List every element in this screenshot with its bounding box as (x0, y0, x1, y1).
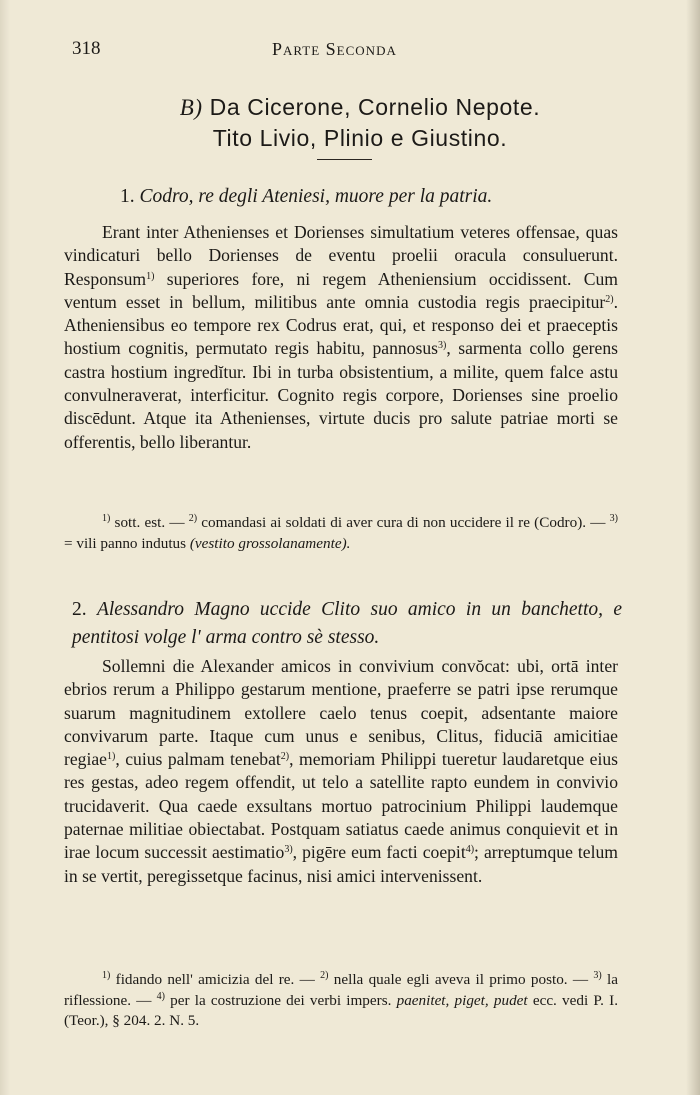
footnote-text: nella quale egli aveva il primo posto. — (328, 971, 594, 988)
passage1-heading (120, 186, 492, 208)
passage2-text (64, 655, 618, 888)
footnote-text: sott. est. — (110, 514, 189, 531)
passage2-text-d: , pigēre eum facti coepit (292, 842, 466, 863)
page-gutter-shadow (0, 0, 10, 1095)
section-title-line2: Tito Livio, Plinio e Giustino. (212, 125, 508, 151)
passage2-heading (72, 596, 622, 652)
passage2-title: Alessandro Magno uccide Clito suo amico in un banchetto, e pentitosi volge l' arma contro sè stesso. (72, 599, 623, 648)
footnote-ref: 2) (280, 751, 290, 763)
passage1-text (64, 221, 618, 454)
footnote-text: = vili panno indutus (64, 534, 190, 552)
section-letter: B) (179, 95, 203, 120)
footnote-mark: 2) (188, 513, 198, 524)
passage1-text-b: superiores fore, ni regem Atheniensium occidissent. Cum ventum esset in bellum, militibus ante omnia custodia regis praecipitur (64, 268, 618, 312)
footnote-mark: 4) (156, 990, 165, 1002)
passage2-number: 2. (72, 599, 87, 620)
passage2-paragraph (64, 655, 618, 888)
footnote-ref: 1) (106, 751, 116, 763)
passage1-footnotes (64, 513, 618, 554)
footnote-italic: paenitet, piget, pudet (396, 991, 528, 1009)
running-title: Parte Seconda (272, 39, 397, 59)
passage2-text-c: , memoriam Philippi tueretur laudaretque eius res gestas, adeo regem offendit, ut telo a satellite rapto eundem in convivio trucidaverit. Qua caede exsultans mortuo patrocinium Philippi laudemque paternae militiae obiectabat. Postquam satiatus caede animus conquievit et in irae locum successit aestimatio (64, 749, 618, 863)
footnote-mark: 3) (609, 513, 618, 524)
footnote-text: ecc. vedi P. I. (Teor.), § 204. 2. N. 5. (64, 991, 619, 1029)
footnote-text: fidando nell' amicizia del re. — (110, 971, 321, 988)
passage1-number: 1. (120, 186, 135, 207)
footnote-mark: 1) (102, 513, 111, 524)
footnote-mark: 3) (593, 970, 602, 981)
footnote-ref: 3) (437, 340, 447, 352)
page-edge-shadow (686, 0, 700, 1095)
passage2-text-a: Sollemni die Alexander amicos in convivium convŏcat: ubi, ortā inter ebrios rerum a Philippo gestarum mentione, praeferre se patri ipse rerumque suarum magnitudinem extollere caelo tenus coepit, adsentante maiore convivarum parte. Itaque cum unus e senibus, Clitus, fiduciā amicitiae regiae (64, 656, 618, 770)
footnote-mark: 1) (102, 970, 111, 981)
footnote-ref: 2) (605, 293, 614, 305)
passage1-title: Codro, re degli Ateniesi, muore per la patria. (139, 186, 493, 207)
footnote-paragraph (64, 513, 618, 554)
footnote-ref: 4) (465, 844, 475, 856)
footnote-italic: (vestito grossolanamente). (189, 534, 351, 552)
passage1-text-c: . Atheniensibus eo tempore rex Codrus erat, qui, et responso dei et praeceptis hostium cognitis, permutato regis habitu, pannosus (64, 291, 618, 359)
section-heading (60, 92, 660, 153)
passage1-paragraph (64, 221, 618, 454)
passage2-text-b: , cuius palmam tenebat (115, 749, 281, 770)
passage2-text-e: ; arreptumque telum in se vertit, peregissetque facinus, nisi amici intervenissent. (64, 842, 618, 886)
section-title-text1: Da Cicerone, Cornelio Nepote. (209, 94, 541, 120)
footnote-paragraph (64, 970, 618, 1032)
footnote-ref: 1) (146, 270, 155, 282)
section-divider (317, 159, 372, 160)
footnote-text: la riflessione. — (64, 971, 618, 1009)
running-header (72, 38, 620, 62)
footnote-text: comandasi ai soldati di aver cura di non uccidere il re (Codro). — (197, 514, 610, 531)
page-number: 318 (72, 38, 101, 59)
footnote-text: per la costruzione dei verbi impers. (164, 991, 397, 1009)
footnote-mark: 2) (320, 970, 329, 981)
section-title-line1 (60, 92, 660, 123)
footnote-ref: 3) (284, 844, 293, 856)
passage1-text-a: Erant inter Athenienses et Dorienses simultatium veteres offensae, quas vindicaturi bello Dorienses de eventu proelii oracula consuluerunt. Responsum (64, 222, 618, 289)
passage1-text-d: , sarmenta collo gerens castra hostium ingredĭtur. Ibi in turba obsistentium, a milite, quem falce astu convulneraverat, interficitur. Cognito regis corpore, Dorienses sine proelio discēdunt. Atque ita Athenienses, virtute ducis pro salute patriae morti se offerentis, bello liberantur. (64, 338, 618, 452)
passage2-footnotes (64, 970, 618, 1032)
